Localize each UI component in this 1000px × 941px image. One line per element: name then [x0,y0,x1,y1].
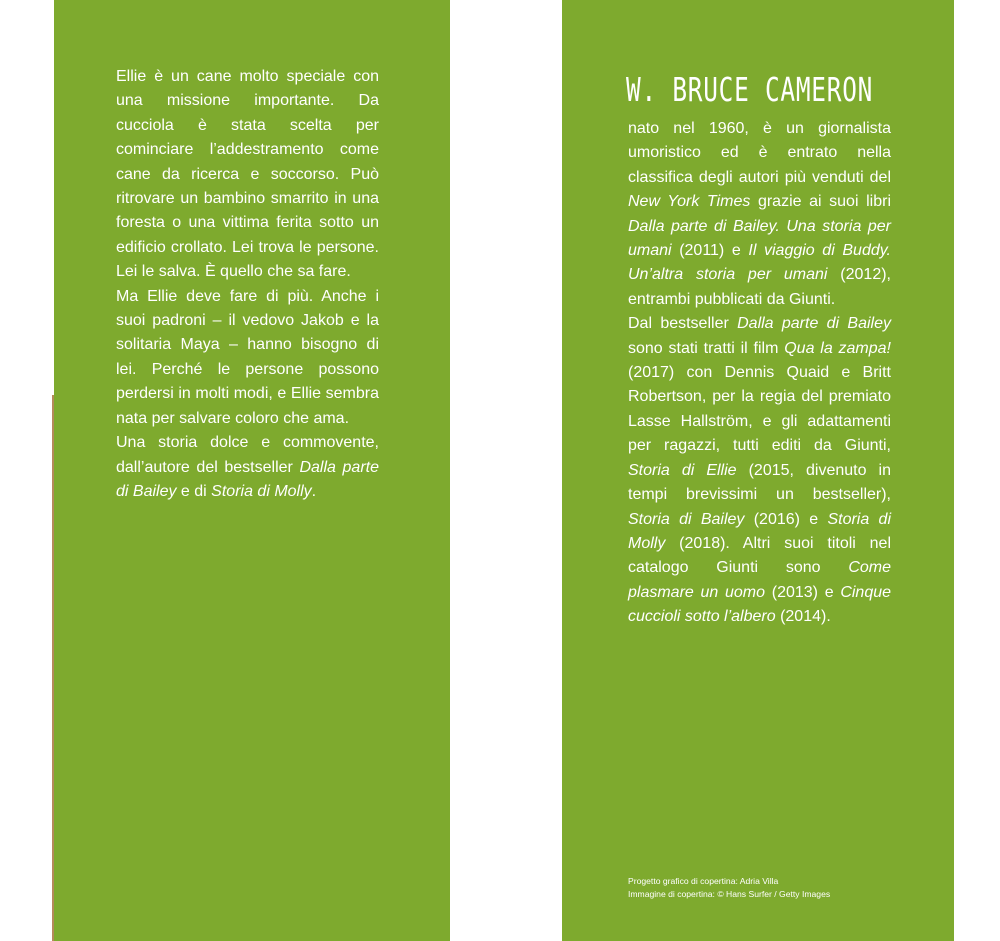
cover-credits [628,875,928,901]
text-run: Ma Ellie deve fare di più. Anche i suoi padroni – il vedovo Jakob e la solitaria Maya – hanno bisogno di lei. Perché le persone possono perdersi in molti modi, e Ellie sembra nata per salvare coloro che ama. [116,287,379,427]
credit-design: Progetto grafico di copertina: Adria Villa [628,876,779,886]
text-run: Una storia dolce e commovente, dall’autore del bestseller [116,434,379,476]
italic-title-run: Qua la zampa! [784,339,892,357]
italic-title-run: Dalla parte di Bailey [737,315,892,333]
italic-title-run: Dalla parte di Bailey [116,458,379,500]
author-biography [628,117,891,630]
text-run: (2018). Altri suoi titoli nel catalogo Giunti sono [628,534,891,577]
italic-title-run: Il viaggio di Buddy. Un’altra storia per umani [628,242,891,284]
text-run: e di [176,482,212,500]
text-run: Ellie è un cane molto speciale con una missione importante. Da cucciola è stata scelta per cominciare l’addestramento come cane da ricerca e soccorso. Può ritrovare un bambino smarrito in una foresta o una vittima ferita sotto un edificio crollato. Lei trova le persone. Lei le salva. È quello che sa fare. [116,68,379,281]
right-flap [562,0,954,941]
text-run: grazie ai suoi libri [750,193,891,211]
italic-title-run: Cinque cuccioli sotto l’albero [628,583,892,626]
italic-title-run: Storia di Bailey [628,510,745,528]
italic-title-run: New York Times [628,193,751,211]
italic-title-run: Come plasmare un uomo [628,559,891,601]
italic-title-run: Storia di Molly [211,482,312,500]
text-run: (2015, divenuto in tempi brevissimi un bestseller), [628,461,891,504]
author-name: W. BRUCE CAMERON [626,70,874,109]
italic-title-run: Storia di Ellie [628,461,737,479]
paragraph [116,65,379,285]
paragraph [628,117,891,312]
text-run: (2013) e [765,583,841,601]
left-flap [54,0,450,941]
text-run: sono stati tratti il film [628,339,785,357]
text-run: Dal bestseller [628,315,738,333]
credit-image: Immagine di copertina: © Hans Surfer / Getty Images [628,889,831,899]
italic-title-run: Dalla parte di Bailey. Una storia per umani [628,217,891,260]
text-run: . [311,482,317,500]
text-run: (2016) e [744,510,828,528]
text-run: (2012), entrambi pubblicati da Giunti. [628,266,891,308]
text-run: (2017) con Dennis Quaid e Britt Robertson, per la regia del premiato Lasse Hallström, e gli adattamenti per ragazzi, tutti editi da Giunti, [628,364,891,455]
text-run: (2011) e [671,242,749,260]
paragraph [116,285,379,431]
text-run: (2014). [775,608,831,626]
text-run: nato nel 1960, è un giornalista umoristico ed è entrato nella classifica degli autori più venduti del [628,120,891,186]
italic-title-run: Storia di Molly [628,510,891,552]
book-synopsis [116,65,379,504]
paragraph [116,431,379,504]
paragraph [628,312,891,629]
